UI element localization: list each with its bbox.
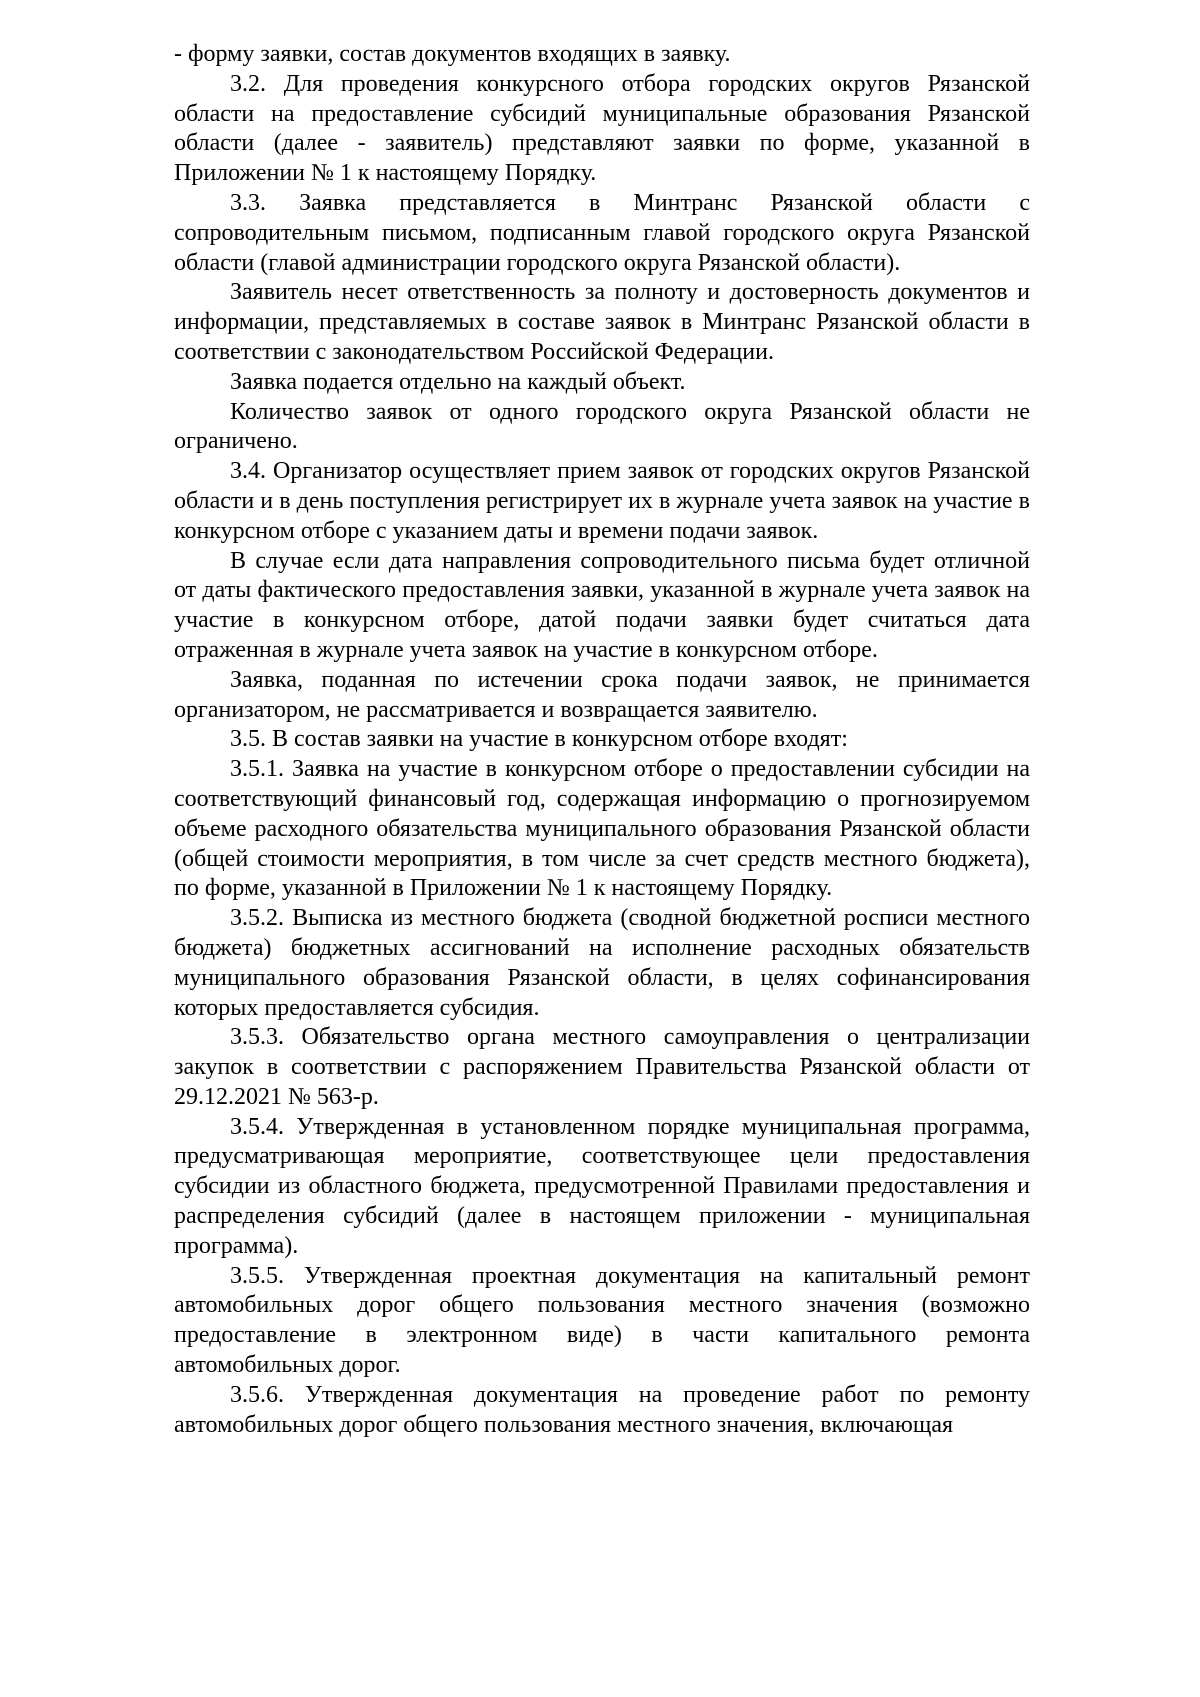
paragraph-3-2: 3.2. Для проведения конкурсного отбора городских округов Рязанской области на предоставление субсидий муниципальные образования Рязанской области (далее - заявитель) представляют заявки по форме, указанной в Приложении № 1 к настоящему Порядку. — [174, 70, 1030, 187]
paragraph-responsibility: Заявитель несет ответственность за полноту и достоверность документов и информации, представляемых в составе заявок в Минтранс Рязанской области в соответствии с законодательством Российской Федерации. — [174, 279, 1030, 365]
paragraph-late-submission: Заявка, поданная по истечении срока подачи заявок, не принимается организатором, не рассматривается и возвращается заявителю. — [174, 666, 1030, 723]
paragraph-3-3: 3.3. Заявка представляется в Минтранс Рязанской области с сопроводительным письмом, подписанным главой городского округа Рязанской области (главой администрации городского округа Рязанской области). — [174, 189, 1030, 276]
paragraph-per-object: Заявка подается отдельно на каждый объект. — [230, 368, 686, 395]
paragraph-3-4: 3.4. Организатор осуществляет прием заявок от городских округов Рязанской области и в день поступления регистрирует их в журнале учета заявок на участие в конкурсном отборе с указанием даты и времени подачи заявок. — [174, 458, 1030, 544]
paragraph-unlimited: Количество заявок от одного городского округа Рязанской области не ограничено. — [174, 398, 1030, 455]
paragraph-3-5-4: 3.5.4. Утвержденная в установленном порядке муниципальная программа, предусматривающая мероприятие, соответствующее цели предоставления субсидии из областного бюджета, предусмотренной Правилами предоставления и распределения субсидий (далее в настоящем приложении - муниципальная программа). — [174, 1113, 1030, 1259]
paragraph-3-5-1: 3.5.1. Заявка на участие в конкурсном отборе о предоставлении субсидии на соответствующий финансовый год, содержащая информацию о прогнозируемом объеме расходного обязательства муниципального образования Рязанской области (общей стоимости мероприятия, в том числе за счет средств местного бюджета), по форме, указанной в Приложении № 1 к настоящему Порядку. — [174, 756, 1030, 902]
paragraph-3-5-3: 3.5.3. Обязательство органа местного самоуправления о централизации закупок в соответствии с распоряжением Правительства Рязанской области от 29.12.2021 № 563-р. — [174, 1024, 1030, 1110]
paragraph-3-5: 3.5. В состав заявки на участие в конкурсном отборе входят: — [230, 726, 848, 753]
paragraph-3-5-5: 3.5.5. Утвержденная проектная документация на капитальный ремонт автомобильных дорог общего пользования местного значения (возможно предоставление в электронном виде) в части капитального ремонта автомобильных дорог. — [174, 1262, 1030, 1379]
paragraph-3-5-2: 3.5.2. Выписка из местного бюджета (сводной бюджетной росписи местного бюджета) бюджетных ассигнований на исполнение расходных обязательств муниципального образования Рязанской области, в целях софинансирования которых предоставляется субсидия. — [174, 905, 1030, 1021]
paragraph-intro: - форму заявки, состав документов входящих в заявку. — [174, 41, 731, 67]
document-page — [174, 40, 1030, 1440]
paragraph-3-5-6: 3.5.6. Утвержденная документация на проведение работ по ремонту автомобильных дорог общего пользования местного значения, включающая — [174, 1381, 1030, 1438]
paragraph-date-difference: В случае если дата направления сопроводительного письма будет отличной от даты фактического предоставления заявки, указанной в журнале учета заявок на участие в конкурсном отборе, датой подачи заявки будет считаться дата отраженная в журнале учета заявок на участие в конкурсном отборе. — [174, 547, 1030, 663]
